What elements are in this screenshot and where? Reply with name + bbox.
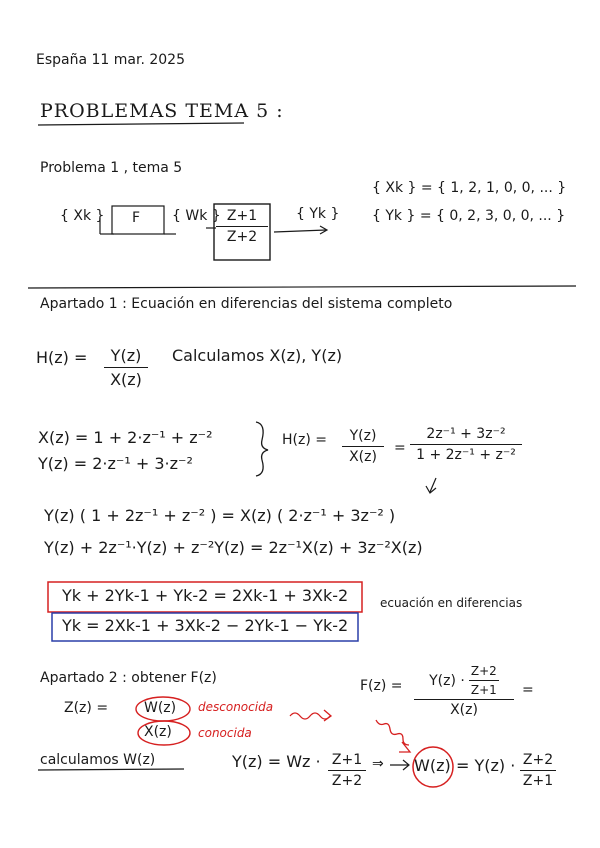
tf-numerator: Z+1 — [226, 208, 258, 224]
w-circled: W(z) — [414, 756, 451, 775]
h2-equals: = — [394, 440, 406, 456]
tf-denominator: Z+2 — [226, 229, 258, 245]
w-rhs: = Y(z) · — [456, 756, 516, 775]
sequence-x: { Xk } = { 1, 2, 1, 0, 0, ... } — [372, 180, 567, 196]
h2-numerator: Y(z) — [349, 428, 377, 444]
section1-heading: Apartado 1 : Ecuación en diferencias del sistema completo — [40, 296, 453, 312]
f-denominator: X(z) — [450, 702, 478, 718]
h2-right-numerator: 2z⁻¹ + 3z⁻² — [426, 426, 506, 442]
block-input: { Xk } — [60, 208, 105, 224]
implies-symbol: ⇒ — [372, 756, 384, 772]
fraction-bar — [520, 770, 556, 771]
h-fraction — [104, 346, 148, 389]
brace — [256, 422, 268, 476]
w-fraction-denominator: Z+1 — [522, 773, 554, 789]
title-underline — [38, 123, 244, 125]
f-numerator — [414, 664, 514, 697]
w-label: W(z) — [144, 700, 177, 716]
red-squiggle — [290, 713, 330, 719]
h-note: Calculamos X(z), Y(z) — [172, 346, 343, 365]
f-inner-denominator: Z+1 — [470, 683, 497, 697]
difference-equation: Yk + 2Yk-1 + Yk-2 = 2Xk-1 + 3Xk-2 — [62, 586, 349, 605]
w-fraction-numerator: Z+2 — [522, 752, 554, 768]
fraction-bar — [469, 680, 499, 681]
y-fraction — [328, 752, 366, 789]
h-numerator: Y(z) — [110, 346, 142, 365]
derivation-line-1: Y(z) ( 1 + 2z⁻¹ + z⁻² ) = X(z) ( 2·z⁻¹ + 3z⁻² ) — [44, 506, 396, 525]
section2-heading: Apartado 2 : obtener F(z) — [40, 670, 217, 686]
h2-right-fraction — [410, 426, 522, 463]
fraction-bar — [410, 444, 522, 445]
difference-equation-note: ecuación en diferencias — [380, 596, 523, 610]
red-squiggle-2 — [376, 720, 409, 745]
output-arrow — [274, 230, 326, 232]
f-equals: = — [522, 682, 534, 698]
f-lhs: F(z) = — [360, 678, 403, 694]
sequence-y: { Yk } = { 0, 2, 3, 0, 0, ... } — [372, 208, 566, 224]
x-label: X(z) — [144, 724, 172, 740]
date-label: España 11 mar. 2025 — [36, 52, 185, 68]
fraction-bar — [104, 367, 148, 368]
f-numerator-y: Y(z) · — [429, 672, 465, 689]
fraction-bar — [216, 226, 268, 227]
f-inner-numerator: Z+2 — [470, 664, 497, 678]
y-equation: Y(z) = 2·z⁻¹ + 3·z⁻² — [38, 454, 193, 473]
y-lhs: Y(z) = Wz · — [232, 752, 321, 771]
z-lhs: Z(z) = — [64, 700, 109, 716]
f-inner-fraction — [469, 664, 499, 697]
h-lhs: H(z) = — [36, 348, 88, 367]
y-fraction-denominator: Z+2 — [331, 773, 363, 789]
x-equation: X(z) = 1 + 2·z⁻¹ + z⁻² — [38, 428, 213, 447]
difference-equation-solved: Yk = 2Xk-1 + 3Xk-2 − 2Yk-1 − Yk-2 — [62, 616, 349, 635]
h2-denominator: X(z) — [349, 449, 377, 465]
page-title: PROBLEMAS TEMA 5 : — [40, 100, 284, 122]
block-mid: { Wk } — [172, 208, 221, 224]
h-denominator: X(z) — [110, 370, 142, 389]
w-fraction — [520, 752, 556, 789]
block-output: { Yk } — [296, 206, 340, 222]
x-note: conocida — [198, 726, 252, 740]
h2-lhs: H(z) = — [282, 432, 327, 448]
block-filter: F — [132, 210, 141, 226]
calc-heading: calculamos W(z) — [40, 752, 156, 768]
y-fraction-numerator: Z+1 — [331, 752, 363, 768]
f-fraction — [414, 664, 514, 718]
section-divider — [28, 286, 576, 288]
block-transfer — [216, 208, 268, 245]
h2-fraction — [342, 428, 384, 465]
h2-right-denominator: 1 + 2z⁻¹ + z⁻² — [416, 447, 516, 463]
fraction-bar — [328, 770, 366, 771]
fraction-bar — [342, 446, 384, 447]
w-note: desconocida — [198, 700, 274, 714]
derivation-line-2: Y(z) + 2z⁻¹·Y(z) + z⁻²Y(z) = 2z⁻¹X(z) + 3z⁻²X(z) — [44, 538, 423, 557]
problem-heading: Problema 1 , tema 5 — [40, 160, 183, 176]
fraction-bar — [414, 699, 514, 700]
calc-underline — [38, 769, 184, 770]
